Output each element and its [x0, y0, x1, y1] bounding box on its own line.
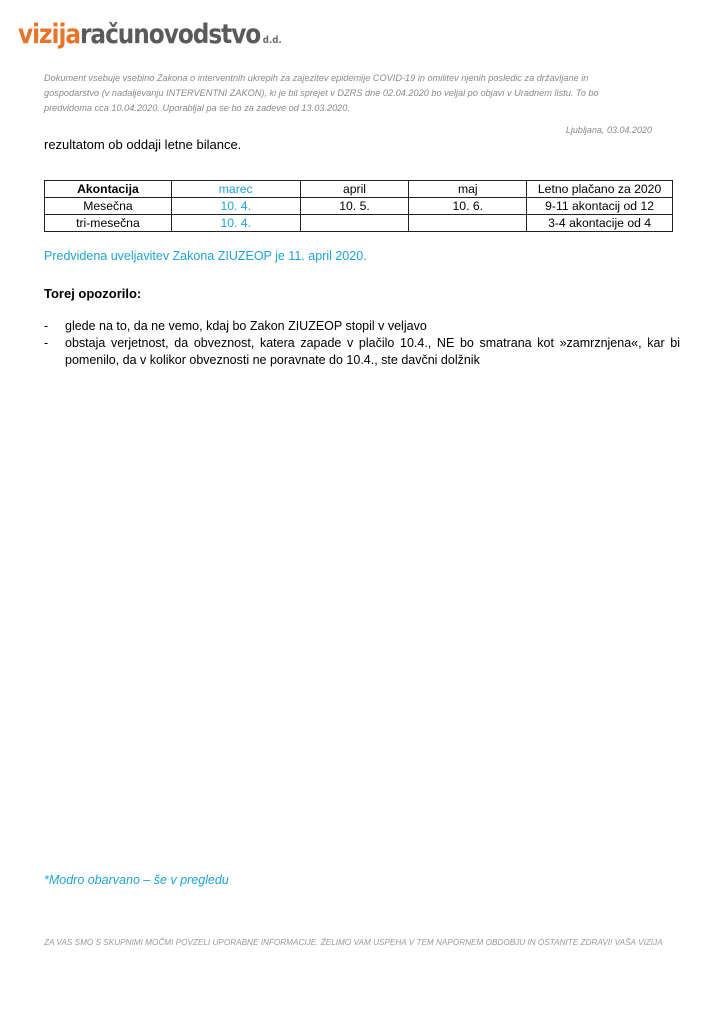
table-cell: Mesečna — [45, 198, 172, 215]
header-cell-marec: marec — [171, 181, 300, 198]
table-cell: 10. 4. — [171, 198, 300, 215]
list-item-text: glede na to, da ne vemo, kdaj bo Zakon ZIUZEOP stopil v veljavo — [65, 319, 427, 333]
logo-suffix: d.d. — [262, 35, 282, 46]
list-item-text: obstaja verjetnost, da obveznost, katera zapade v plačilo 10.4., NE bo smatrana kot »zamrznjena«, kar bi pomenilo, da v kolikor obveznosti ne poravnate do 10.4., ste davčni dolžnik — [65, 336, 680, 367]
table-cell: 3-4 akontacije od 4 — [527, 215, 673, 232]
bullet-dash: - — [44, 319, 49, 333]
table-row — [45, 215, 673, 232]
header-cell-april: april — [300, 181, 409, 198]
table-row — [45, 198, 673, 215]
warning-heading: Torej opozorilo: — [44, 286, 142, 301]
table-cell — [409, 215, 527, 232]
document-date: Ljubljana, 03.04.2020 — [565, 125, 652, 135]
table-cell — [300, 215, 409, 232]
review-footnote: *Modro obarvano – še v pregledu — [44, 873, 229, 887]
logo-text-vizija: vizija — [18, 19, 81, 50]
table-cell: 10. 4. — [171, 215, 300, 232]
intro-paragraph: Dokument vsebuje vsebino Zakona o interventnih ukrepih za zajezitev epidemije COVID-19 in omilitev njenih posledic za državljane in gospodarstvo (v nadaljevanju INTERVENTNI ZAKON), ki je bil sprejet v DZRS dne 02.04.2020 bo veljal po objavi v Uradnem listu. To bo predvidoma cca 10.04.2020. Uporabljal pa se bo za zadeve od 13.03.2020. — [44, 73, 599, 113]
carryover-text: rezultatom ob oddaji letne bilance. — [44, 137, 242, 152]
table-cell: 10. 5. — [300, 198, 409, 215]
list-item — [44, 318, 680, 335]
bullet-dash: - — [44, 336, 49, 350]
header-cell-akontacija: Akontacija — [45, 181, 172, 198]
advance-payments-table — [44, 180, 673, 232]
table-cell: 9-11 akontacij od 12 — [527, 198, 673, 215]
table-header-row — [45, 181, 673, 198]
list-item — [44, 335, 680, 369]
header-cell-maj: maj — [409, 181, 527, 198]
warning-list — [44, 318, 680, 369]
company-logo — [18, 18, 282, 52]
page-footer: ZA VAS SMO S SKUPNIMI MOČMI POVZELI UPORABNE INFORMACIJE. ŽELIMO VAM USPEHA V TEM NAPORNEM OBDOBJU IN OSTANITE ZDRAVI! VAŠA VIZIJA — [44, 938, 663, 947]
header-cell-letno: Letno plačano za 2020 — [527, 181, 673, 198]
table-cell: 10. 6. — [409, 198, 527, 215]
table-cell: tri-mesečna — [45, 215, 172, 232]
enactment-note: Predvidena uveljavitev Zakona ZIUZEOP je 11. april 2020. — [44, 249, 367, 263]
logo-text-racunovodstvo: računovodstvo — [80, 19, 261, 50]
